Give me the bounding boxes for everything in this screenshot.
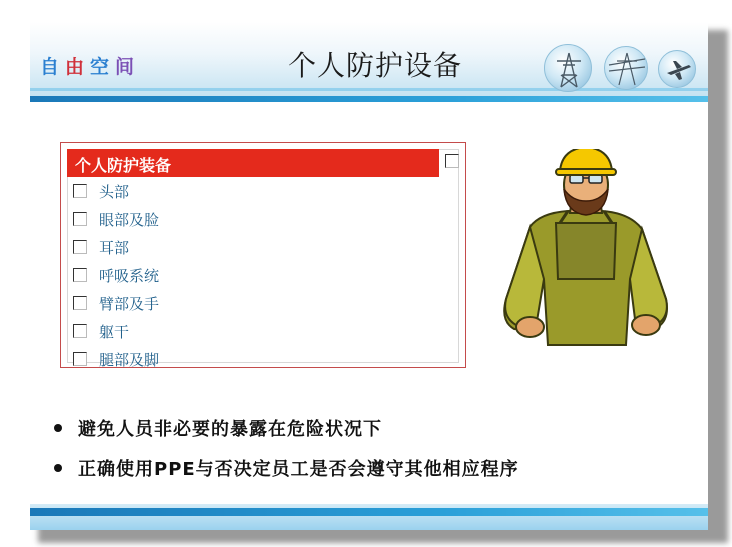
checklist-item-label: 眼部及脸 bbox=[99, 210, 160, 229]
worker-illustration bbox=[490, 149, 680, 349]
checkbox[interactable] bbox=[73, 296, 87, 310]
checklist-item-label: 呼吸系统 bbox=[99, 266, 160, 285]
checklist-item-label: 腿部及脚 bbox=[99, 350, 160, 369]
header-decor bbox=[544, 42, 704, 92]
ppe-checklist-panel bbox=[60, 142, 466, 368]
checklist-item[interactable] bbox=[73, 264, 159, 286]
checklist-item[interactable] bbox=[73, 348, 159, 370]
page-title: 个人防护设备 bbox=[287, 49, 462, 82]
checkbox[interactable] bbox=[73, 352, 87, 366]
footer-rule bbox=[30, 508, 708, 516]
bullet-list bbox=[54, 408, 704, 488]
panel-header bbox=[67, 149, 439, 177]
header-checkbox[interactable] bbox=[445, 154, 459, 168]
checklist-item-label: 臂部及手 bbox=[99, 294, 160, 313]
checklist-item[interactable] bbox=[73, 320, 129, 342]
checkbox[interactable] bbox=[73, 240, 87, 254]
checklist-item-label: 头部 bbox=[99, 182, 130, 201]
bullet-dot bbox=[54, 424, 62, 432]
bullet-text: 正确使用PPE与否决定员工是否会遵守其他相应程序 bbox=[78, 459, 519, 480]
power-line-icon bbox=[604, 46, 648, 90]
bullet-dot bbox=[54, 464, 62, 472]
checklist-item[interactable] bbox=[73, 208, 159, 230]
checkbox[interactable] bbox=[73, 184, 87, 198]
logo-char: 间 bbox=[114, 56, 134, 78]
checklist-item[interactable] bbox=[73, 236, 129, 258]
checklist-item-label: 耳部 bbox=[99, 238, 130, 257]
checklist-item-label: 躯干 bbox=[99, 322, 130, 341]
logo-char: 空 bbox=[89, 56, 109, 78]
checkbox[interactable] bbox=[73, 212, 87, 226]
checklist-item[interactable] bbox=[73, 180, 129, 202]
slide bbox=[30, 22, 708, 530]
logo-char: 由 bbox=[64, 56, 84, 78]
logo-char: 自 bbox=[39, 56, 59, 78]
checklist-item[interactable] bbox=[73, 292, 159, 314]
checkbox[interactable] bbox=[73, 268, 87, 282]
bullet-item bbox=[54, 408, 704, 448]
logo bbox=[38, 56, 136, 82]
bullet-item bbox=[54, 448, 704, 488]
power-tower-icon bbox=[544, 44, 592, 92]
header-rule bbox=[30, 96, 708, 102]
checkbox[interactable] bbox=[73, 324, 87, 338]
plane-icon bbox=[658, 50, 696, 88]
panel-header-label: 个人防护装备 bbox=[75, 156, 172, 175]
bullet-text: 避免人员非必要的暴露在危险状况下 bbox=[78, 419, 382, 440]
